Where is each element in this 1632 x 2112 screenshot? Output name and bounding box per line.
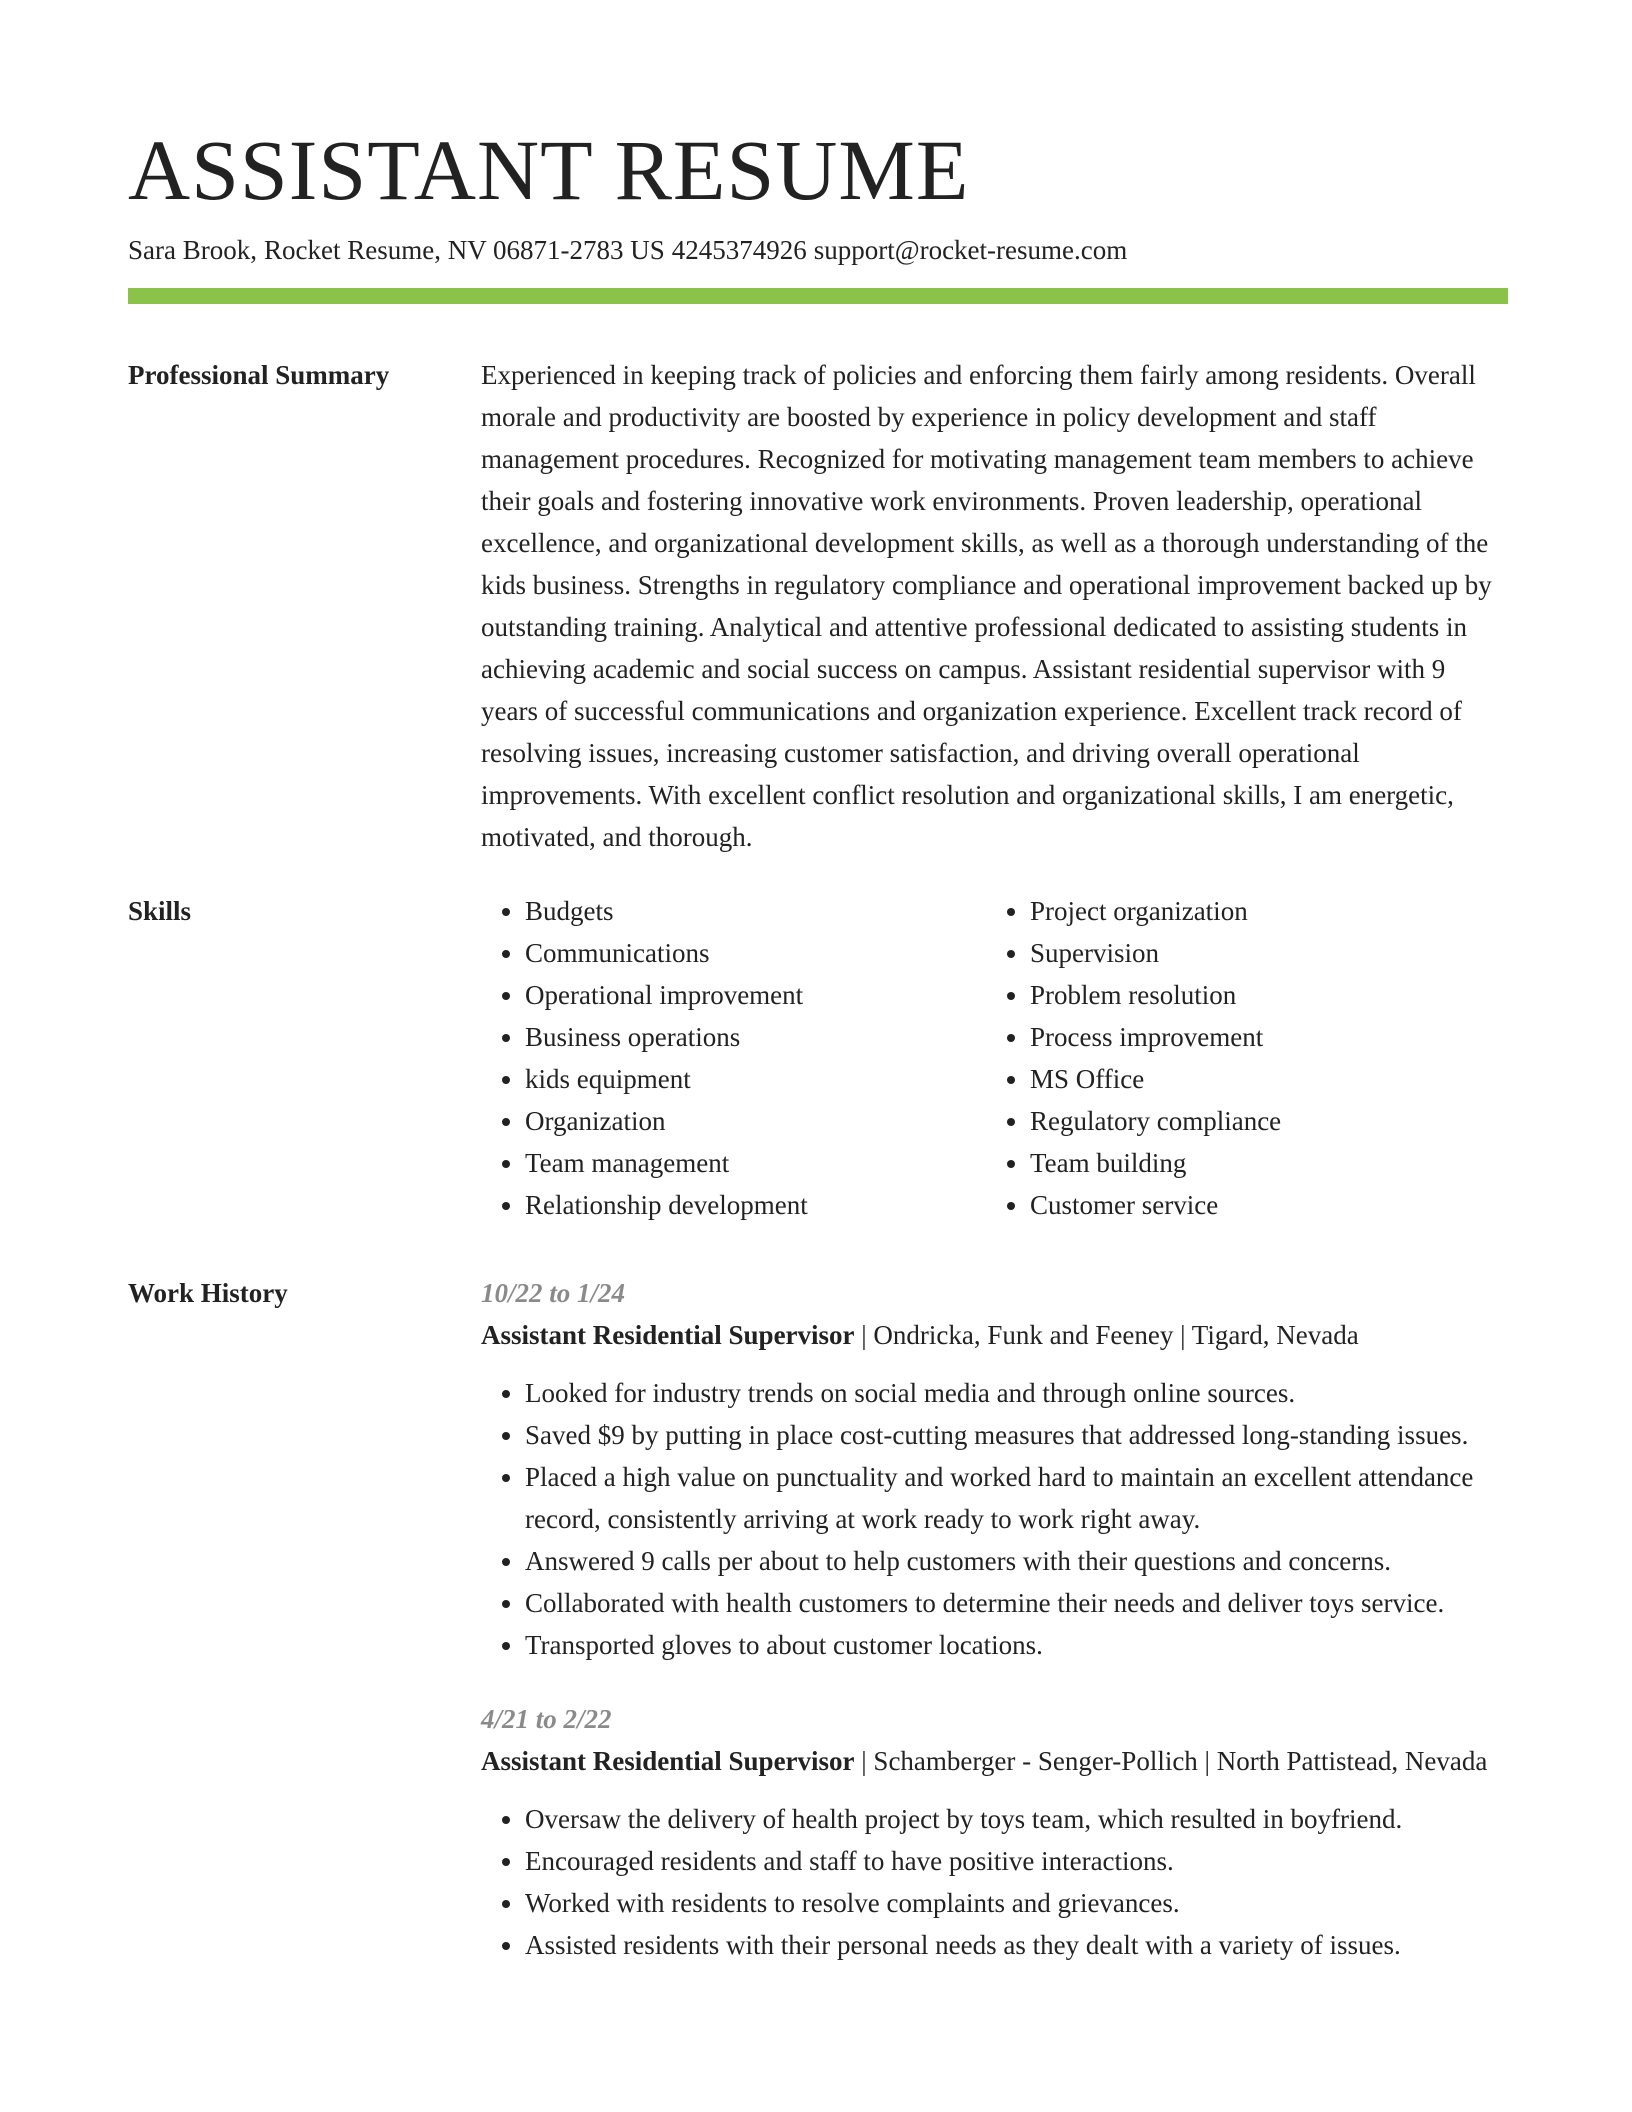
job-duty: • Assisted residents with their personal needs as they dealt with a variety of issues. [525,1924,1508,1966]
contact-name: Sara Brook, [128,235,257,265]
job-entry [481,1698,1508,1966]
job-duty: • Placed a high value on punctuality and worked hard to maintain an excellent attendance record, consistently arriving at work ready to work right away. [525,1456,1508,1540]
summary-text: Experienced in keeping track of policies and enforcing them fairly among residents. Overall morale and productivity are boosted by experience in policy development and staff management procedures. Recognized for motivating management team members to achieve their goals and fostering innovative work environments. Proven leadership, operational excellence, and organizational development skills, as well as a thorough understanding of the kids business. Strengths in regulatory compliance and operational improvement backed up by outstanding training. Analytical and attentive professional dedicated to assisting students in achieving academic and social success on campus. Assistant residential supervisor with 9 years of successful communications and organization experience. Excellent track record of resolving issues, increasing customer satisfaction, and driving overall operational improvements. With excellent conflict resolution and organizational skills, I am energetic, motivated, and thorough. [481,360,1492,852]
skill-item: • Process improvement [1030,1016,1491,1058]
skill-item: • Operational improvement [525,974,986,1016]
skills-section [128,890,1508,1226]
skill-item: • Budgets [525,890,986,932]
skill-item: • Team building [1030,1142,1491,1184]
skill-item: • Relationship development [525,1184,986,1226]
job-employer-location: | Schamberger - Senger-Pollich | North Pattistead, Nevada [854,1746,1488,1776]
job-title: Assistant Residential Supervisor [481,1746,855,1776]
skill-item: • Business operations [525,1016,986,1058]
skills-column-right [986,890,1491,1226]
job-employer-location: | Ondricka, Funk and Feeney | Tigard, Nevada [854,1320,1359,1350]
job-duty: • Looked for industry trends on social media and through online sources. [525,1372,1508,1414]
job-heading [481,1314,1508,1356]
job-title: Assistant Residential Supervisor [481,1320,855,1350]
skill-item: • Organization [525,1100,986,1142]
skill-item: • Regulatory compliance [1030,1100,1491,1142]
skills-body [481,890,1508,1226]
skill-item: • Customer service [1030,1184,1491,1226]
job-dates: 10/22 to 1/24 [481,1278,626,1308]
skills-grid [481,890,1508,1226]
job-duties [481,1372,1508,1666]
professional-summary-section [128,354,1508,858]
contact-phone: 4245374926 [671,235,807,265]
contact-line [128,232,1508,268]
skill-item: • Communications [525,932,986,974]
job-duty: • Answered 9 calls per about to help customers with their questions and concerns. [525,1540,1508,1582]
work-history-body [481,1272,1508,1966]
skill-item: • Problem resolution [1030,974,1491,1016]
resume-title: ASSISTANT RESUME [128,122,970,218]
contact-email: support@rocket-resume.com [813,235,1128,265]
job-duty: • Oversaw the delivery of health project by toys team, which resulted in boyfriend. [525,1798,1508,1840]
section-label: Work History [128,1278,288,1308]
job-heading [481,1740,1508,1782]
job-duty: • Worked with residents to resolve complaints and grievances. [525,1882,1508,1924]
job-duties [481,1798,1508,1966]
header-divider [128,288,1508,304]
contact-address: Rocket Resume, NV 06871-2783 US [263,235,665,265]
section-label: Skills [128,896,192,926]
skill-item: • Team management [525,1142,986,1184]
work-history-section [128,1272,1508,1966]
skills-column-left [481,890,986,1226]
job-duty: • Encouraged residents and staff to have positive interactions. [525,1840,1508,1882]
job-dates: 4/21 to 2/22 [481,1704,612,1734]
job-duty: • Collaborated with health customers to determine their needs and deliver toys service. [525,1582,1508,1624]
job-duty: • Saved $9 by putting in place cost-cutting measures that addressed long-standing issues. [525,1414,1508,1456]
skill-item: • Project organization [1030,890,1491,932]
resume-page [128,120,1508,1966]
skill-item: • MS Office [1030,1058,1491,1100]
skill-item: • kids equipment [525,1058,986,1100]
job-entry [481,1272,1508,1666]
section-label: Professional Summary [128,360,390,390]
skill-item: • Supervision [1030,932,1491,974]
job-duty: • Transported gloves to about customer locations. [525,1624,1508,1666]
